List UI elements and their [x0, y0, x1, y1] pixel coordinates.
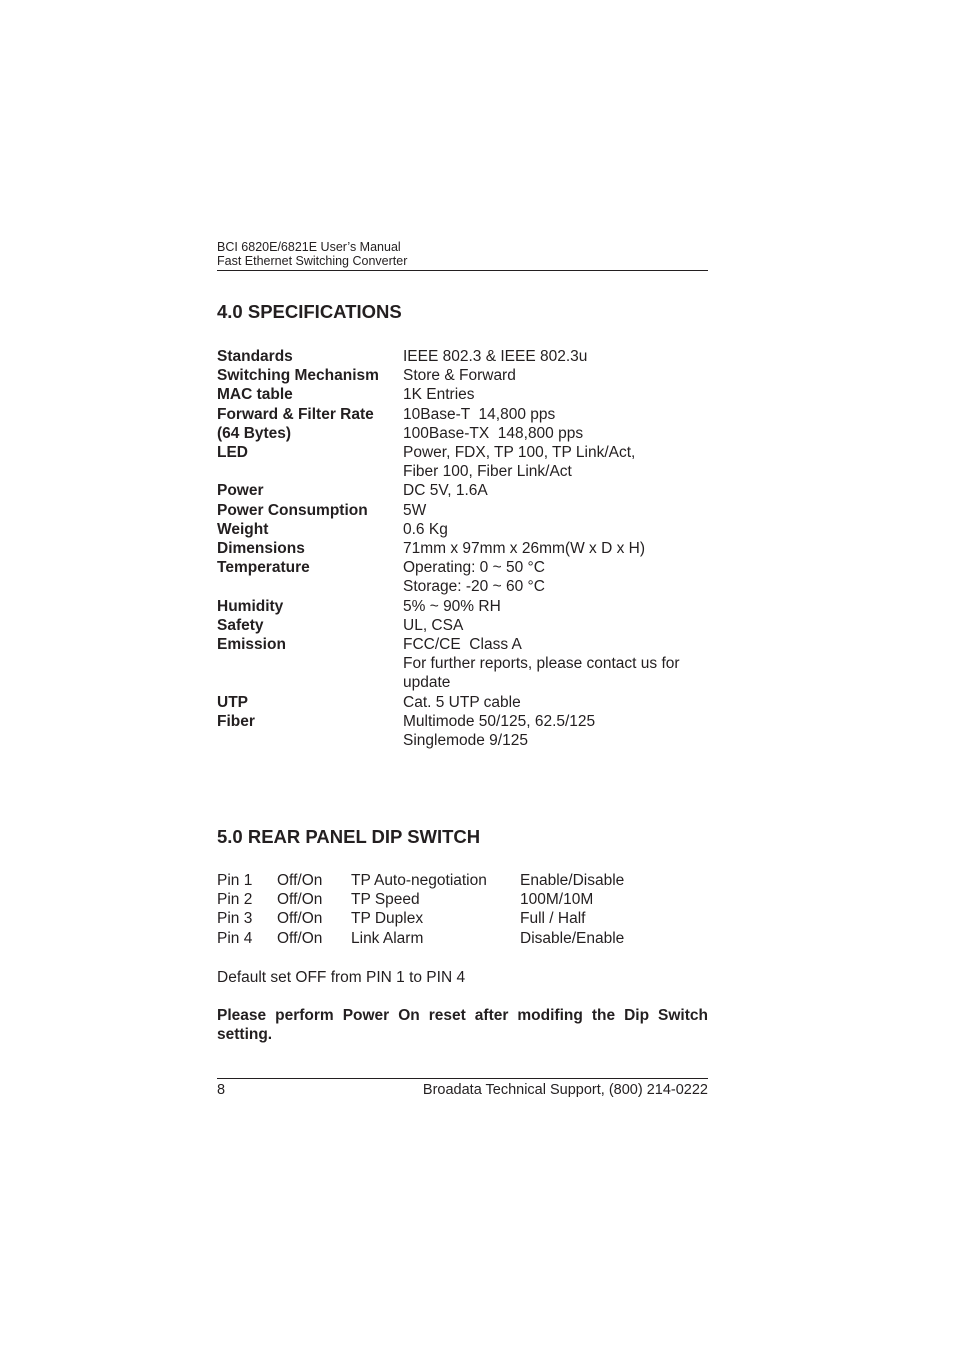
spec-label: Weight: [217, 520, 269, 538]
spec-value: Operating: 0 ~ 50 °C: [403, 559, 545, 577]
dip-pin: Pin 3: [217, 910, 253, 928]
spec-values: [403, 520, 708, 539]
dip-function: TP Duplex: [351, 910, 424, 928]
specifications-heading: 4.0 SPECIFICATIONS: [217, 301, 402, 322]
spec-row: [217, 558, 708, 596]
spec-row: [217, 520, 708, 539]
spec-values: [403, 712, 708, 750]
default-setting-note: Default set OFF from PIN 1 to PIN 4: [217, 968, 466, 986]
spec-label: Forward & Filter Rate: [217, 405, 374, 423]
spec-row: [217, 481, 708, 500]
spec-value: UL, CSA: [403, 616, 464, 634]
spec-label: Fiber: [217, 712, 255, 730]
spec-row: [217, 693, 708, 712]
spec-value: 1K Entries: [403, 386, 475, 404]
spec-row: [217, 385, 708, 404]
spec-values: [403, 385, 708, 404]
dip-row: [217, 890, 708, 909]
spec-label: Dimensions: [217, 540, 305, 558]
dip-state: Off/On: [277, 910, 323, 928]
spec-value: Store & Forward: [403, 367, 516, 385]
spec-value: Fiber 100, Fiber Link/Act: [403, 463, 572, 481]
spec-row: [217, 597, 708, 616]
spec-value: 0.6 Kg: [403, 520, 448, 538]
spec-label: LED: [217, 444, 248, 462]
dip-pin: Pin 2: [217, 891, 253, 909]
spec-value: 5W: [403, 501, 427, 519]
dip-switch-table: [217, 871, 708, 947]
dip-state: Off/On: [277, 891, 323, 909]
dip-state: Off/On: [277, 872, 323, 890]
dip-setting: 100M/10M: [520, 891, 594, 909]
spec-row: [217, 539, 708, 558]
spec-value: DC 5V, 1.6A: [403, 482, 488, 500]
spec-value: update: [403, 674, 451, 692]
reset-warning: Please perform Power On reset after modifing the Dip Switch setting.: [217, 1006, 708, 1043]
spec-values: [403, 481, 708, 500]
spec-row: [217, 712, 708, 750]
spec-values: [403, 501, 708, 520]
spec-value: IEEE 802.3 & IEEE 802.3u: [403, 348, 588, 365]
spec-label: Standards: [217, 348, 293, 365]
dip-function: TP Speed: [351, 891, 420, 909]
dip-switch-heading: 5.0 REAR PANEL DIP SWITCH: [217, 826, 481, 848]
spec-value: 71mm x 97mm x 26mm(W x D x H): [403, 540, 645, 558]
spec-values: [403, 347, 708, 366]
spec-values: [403, 558, 708, 596]
header-manual-title: BCI 6820E/6821E User’s Manual: [217, 240, 401, 254]
spec-values: [403, 539, 708, 558]
spec-value: Cat. 5 UTP cable: [403, 693, 521, 711]
spec-label: Switching Mechanism: [217, 367, 379, 385]
spec-row: [217, 366, 708, 385]
spec-label: Power Consumption: [217, 501, 368, 519]
spec-values: [403, 366, 708, 385]
dip-setting: Disable/Enable: [520, 929, 625, 947]
spec-value: Power, FDX, TP 100, TP Link/Act,: [403, 444, 636, 462]
dip-function: Link Alarm: [351, 929, 424, 947]
spec-value: 100Base-TX 148,800 pps: [403, 424, 584, 442]
dip-function: TP Auto-negotiation: [351, 872, 487, 890]
dip-setting: Enable/Disable: [520, 872, 625, 890]
spec-label: Humidity: [217, 597, 284, 615]
page-number: 8: [217, 1082, 226, 1098]
header-product-name: Fast Ethernet Switching Converter: [217, 254, 408, 268]
spec-values: [403, 405, 708, 424]
spec-value: For further reports, please contact us for: [403, 655, 680, 673]
spec-row: [217, 347, 708, 366]
spec-value: Storage: -20 ~ 60 °C: [403, 578, 545, 596]
spec-values: [403, 693, 708, 712]
dip-row: [217, 871, 708, 890]
spec-label: MAC table: [217, 386, 293, 404]
spec-row: [217, 443, 708, 481]
spec-label: (64 Bytes): [217, 424, 292, 442]
specifications-table: [217, 347, 708, 750]
spec-values: [403, 616, 708, 635]
spec-row: [217, 424, 708, 443]
spec-value: 10Base-T 14,800 pps: [403, 405, 556, 423]
dip-setting: Full / Half: [520, 910, 586, 928]
dip-pin: Pin 4: [217, 929, 253, 947]
spec-label: Power: [217, 482, 264, 500]
spec-value: Singlemode 9/125: [403, 732, 528, 750]
dip-pin: Pin 1: [217, 872, 253, 890]
dip-row: [217, 909, 708, 928]
spec-label: Safety: [217, 616, 264, 634]
spec-row: [217, 616, 708, 635]
spec-value: Multimode 50/125, 62.5/125: [403, 712, 596, 730]
support-contact: Broadata Technical Support, (800) 214-0222: [422, 1082, 708, 1098]
spec-values: [403, 597, 708, 616]
page-footer: [217, 1078, 708, 1098]
spec-label: Emission: [217, 636, 286, 654]
spec-value: FCC/CE Class A: [403, 636, 522, 654]
dip-row: [217, 929, 708, 948]
dip-state: Off/On: [277, 929, 323, 947]
spec-values: [403, 635, 708, 693]
spec-values: [403, 443, 708, 481]
spec-label: UTP: [217, 693, 248, 711]
spec-row: [217, 501, 708, 520]
spec-values: [403, 424, 708, 443]
page-content: [217, 240, 708, 1044]
running-header: [217, 240, 708, 271]
spec-label: Temperature: [217, 559, 310, 577]
spec-row: [217, 635, 708, 693]
spec-row: [217, 405, 708, 424]
spec-value: 5% ~ 90% RH: [403, 597, 501, 615]
